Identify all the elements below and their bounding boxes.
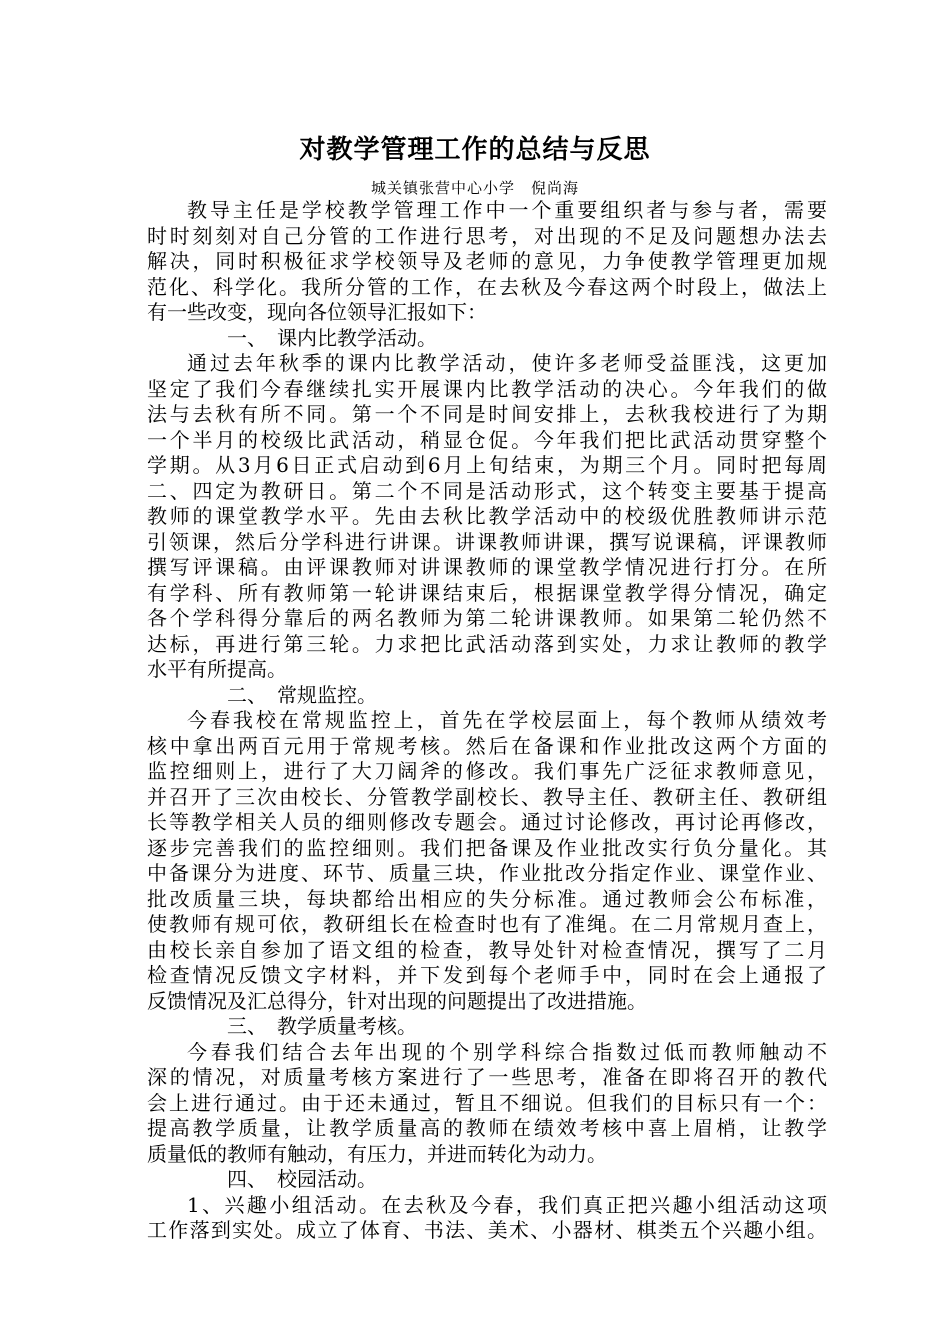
body-line: 通过去年秋季的课内比教学活动，使许多老师受益匪浅，这更加 <box>187 351 827 375</box>
body-line: 教导主任是学校教学管理工作中一个重要组织者与参与者，需要 <box>187 198 827 222</box>
body-line: 学期。从3月6日正式启动到6月上旬结束，为期三个月。同时把每周 <box>147 453 827 477</box>
document-body <box>147 198 827 1244</box>
body-line: 核中拿出两百元用于常规考核。然后在备课和作业批改这两个方面的 <box>147 733 827 758</box>
body-line: 1、兴趣小组活动。在去秋及今春，我们真正把兴趣小组活动这项 <box>187 1192 827 1217</box>
section-heading: 四、 校园活动。 <box>227 1167 377 1191</box>
body-line: 今春我校在常规监控上，首先在学校层面上，每个教师从绩效考 <box>187 708 827 732</box>
section-heading: 二、 常规监控。 <box>227 682 377 707</box>
body-line: 法与去秋有所不同。第一个不同是时间安排上，去秋我校进行了为期 <box>147 402 827 426</box>
body-line: 长等教学相关人员的细则修改专题会。通过讨论修改，再讨论再修改， <box>147 810 827 834</box>
body-line: 达标，再进行第三轮。力求把比武活动落到实处，力求让教师的教学 <box>147 631 827 656</box>
section-heading: 一、 课内比教学活动。 <box>227 325 437 350</box>
body-line: 中备课分为进度、环节、质量三块，作业批改分指定作业、课堂作业、 <box>147 861 827 885</box>
body-line: 有一些改变，现向各位领导汇报如下： <box>147 300 487 324</box>
section-heading: 三、 教学质量考核。 <box>227 1014 417 1038</box>
body-line: 使教师有规可依，教研组长在检查时也有了准绳。在二月常规月查上， <box>147 912 827 936</box>
body-line: 解决，同时积极征求学校领导及老师的意见，力争使教学管理更加规 <box>147 249 827 273</box>
body-line: 检查情况反馈文字材料，并下发到每个老师手中，同时在会上通报了 <box>147 963 827 987</box>
body-line: 水平有所提高。 <box>147 657 287 681</box>
body-line: 会上进行通过。由于还未通过，暂且不细说。但我们的目标只有一个： <box>147 1090 827 1115</box>
body-line: 批改质量三块，每块都给出相应的失分标准。通过教师会公布标准， <box>147 886 827 911</box>
body-line: 由校长亲自参加了语文组的检查，教导处针对检查情况，撰写了二月 <box>147 937 827 962</box>
body-line: 质量低的教师有触动，有压力，并进而转化为动力。 <box>147 1141 607 1166</box>
body-line: 撰写评课稿。由评课教师对讲课教师的课堂教学情况进行打分。在所 <box>147 555 827 579</box>
body-line: 提高教学质量，让教学质量高的教师在绩效考核中喜上眉梢，让教学 <box>147 1116 827 1140</box>
document-title: 对教学管理工作的总结与反思 <box>299 135 651 165</box>
body-line: 一个半月的校级比武活动，稍显仓促。今年我们把比武活动贯穿整个 <box>147 427 827 452</box>
body-line: 教师的课堂教学水平。先由去秋比教学活动中的校级优胜教师讲示范 <box>147 504 827 528</box>
body-line: 范化、科学化。我所分管的工作，在去秋及今春这两个时段上，做法上 <box>147 274 827 299</box>
body-line: 反馈情况及汇总得分，针对出现的问题提出了改进措施。 <box>147 988 647 1013</box>
body-line: 监控细则上，进行了大刀阔斧的修改。我们事先广泛征求教师意见， <box>147 759 827 783</box>
body-line: 并召开了三次由校长、分管教学副校长、教导主任、教研主任、教研组 <box>147 784 827 809</box>
body-line: 今春我们结合去年出现的个别学科综合指数过低而教师触动不 <box>187 1039 827 1064</box>
body-line: 逐步完善我们的监控细则。我们把备课及作业批改实行负分量化。其 <box>147 835 827 860</box>
body-line: 二、四定为教研日。第二个不同是活动形式，这个转变主要基于提高 <box>147 478 827 503</box>
body-line: 时时刻刻对自己分管的工作进行思考，对出现的不足及问题想办法去 <box>147 223 827 248</box>
body-line: 有学科、所有教师第一轮讲课结束后，根据课堂教学得分情况，确定 <box>147 580 827 605</box>
body-line: 深的情况，对质量考核方案进行了一些思考，准备在即将召开的教代 <box>147 1065 827 1089</box>
body-line: 各个学科得分靠后的两名教师为第二轮讲课教师。如果第二轮仍然不 <box>147 606 827 630</box>
body-line: 坚定了我们今春继续扎实开展课内比教学活动的决心。今年我们的做 <box>147 376 827 401</box>
body-line: 工作落到实处。成立了体育、书法、美术、小器材、棋类五个兴趣小组。 <box>147 1218 827 1242</box>
body-line: 引领课，然后分学科进行讲课。讲课教师讲课，撰写说课稿，评课教师 <box>147 529 827 554</box>
document-byline: 城关镇张营中心小学 倪尚海 <box>370 179 579 197</box>
